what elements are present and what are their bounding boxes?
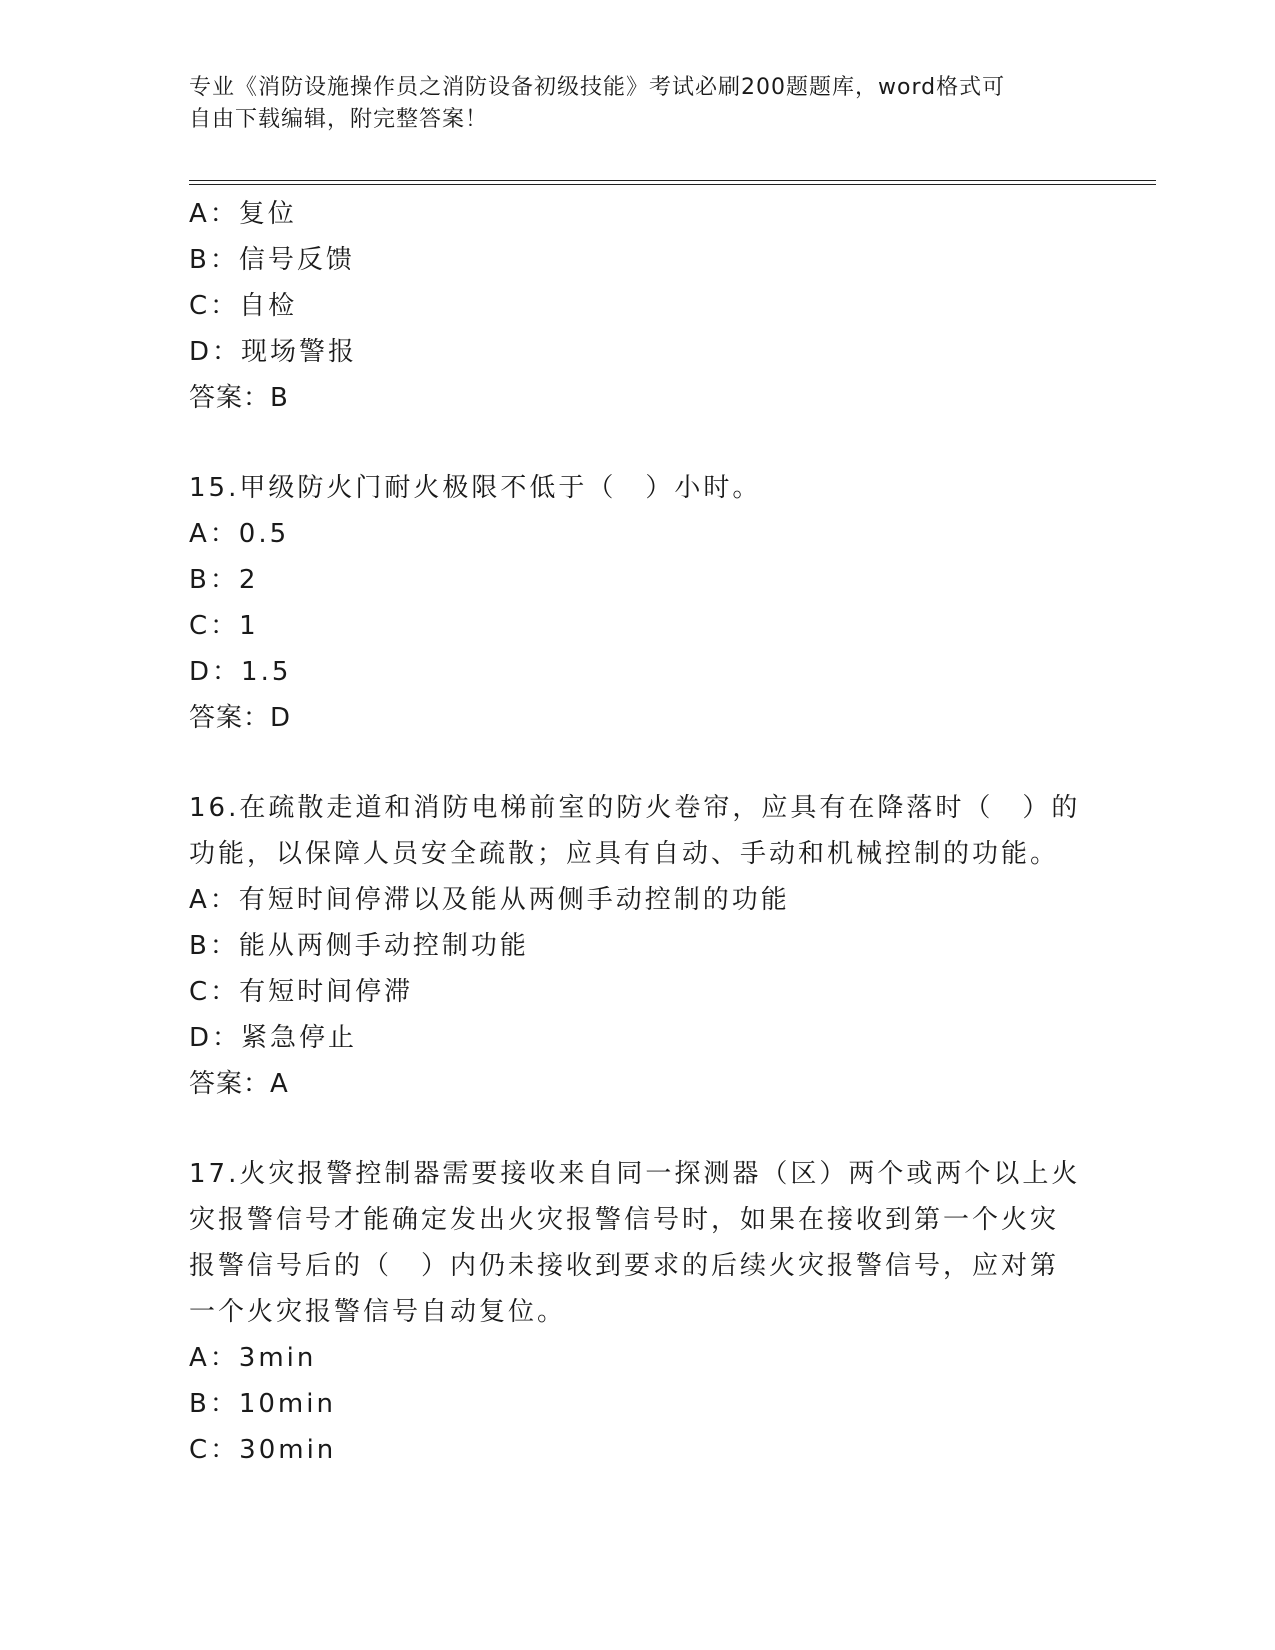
question-text-line-2: 功能，以保障人员安全疏散；应具有自动、手动和机械控制的功能。 (189, 839, 1060, 869)
question-text-line-1: 16.在疏散走道和消防电梯前室的防火卷帘，应具有在降落时（ ）的 (189, 793, 1081, 823)
option-c: C：30min (189, 1435, 337, 1465)
answer-line: 答案：B (189, 383, 289, 413)
answer-line: 答案：A (189, 1069, 289, 1099)
header-divider (189, 180, 1156, 181)
header-line-2: 自由下载编辑，附完整答案！ (189, 107, 489, 132)
header-line-1: 专业《消防设施操作员之消防设备初级技能》考试必刷200题题库，word格式可 (189, 75, 1006, 100)
option-c: C：自检 (189, 291, 298, 321)
answer-line: 答案：D (189, 703, 292, 733)
spacer (189, 1107, 1089, 1151)
option-a: A：3min (189, 1343, 317, 1373)
question-text-line-4: 一个火灾报警信号自动复位。 (189, 1297, 567, 1327)
option-d: D：现场警报 (189, 337, 358, 367)
question-14-continued (189, 191, 1089, 421)
option-b: B：10min (189, 1389, 336, 1419)
option-a: A：复位 (189, 199, 297, 229)
option-d: D：1.5 (189, 657, 292, 687)
header-divider-secondary (189, 184, 1156, 185)
option-c: C：有短时间停滞 (189, 977, 414, 1007)
question-list (189, 191, 1089, 1473)
question-16 (189, 785, 1089, 1107)
question-text-line-2: 灾报警信号才能确定发出火灾报警信号时，如果在接收到第一个火灾 (189, 1205, 1060, 1235)
spacer (189, 741, 1089, 785)
question-text-line-3: 报警信号后的（ ）内仍未接收到要求的后续火灾报警信号，应对第 (189, 1251, 1060, 1281)
question-text: 15.甲级防火门耐火极限不低于（ ）小时。 (189, 473, 762, 503)
option-b: B：2 (189, 565, 259, 595)
spacer (189, 421, 1089, 465)
document-header (189, 72, 1089, 136)
question-15 (189, 465, 1089, 741)
option-b: B：能从两侧手动控制功能 (189, 931, 529, 961)
option-d: D：紧急停止 (189, 1023, 358, 1053)
option-c: C：1 (189, 611, 259, 641)
question-17 (189, 1151, 1089, 1473)
option-a: A：有短时间停滞以及能从两侧手动控制的功能 (189, 885, 790, 915)
option-a: A：0.5 (189, 519, 290, 549)
option-b: B：信号反馈 (189, 245, 355, 275)
question-text-line-1: 17.火灾报警控制器需要接收来自同一探测器（区）两个或两个以上火 (189, 1159, 1081, 1189)
